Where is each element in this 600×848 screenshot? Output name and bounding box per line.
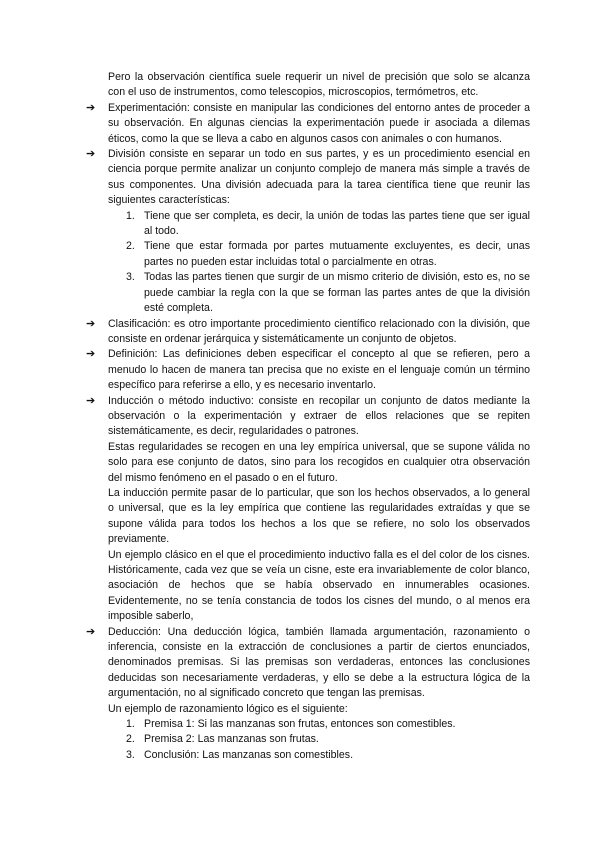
list-number: 1. bbox=[126, 718, 135, 731]
bullet-deduccion bbox=[84, 625, 530, 717]
list-item bbox=[126, 239, 530, 270]
intro-paragraph: Pero la observación científica suele requerir un nivel de precisión que solo se alcanza con el uso de instrumentos, como telescopios, microscopios, termómetros, etc. bbox=[108, 71, 530, 99]
list-item bbox=[126, 732, 530, 747]
list-number: 2. bbox=[126, 240, 135, 253]
arrow-bullet-icon: ➔ bbox=[86, 101, 96, 114]
induccion-paragraph-3: Un ejemplo clásico en el que el procedimiento inductivo falla es el del color de los cisnes. Históricamente, cada vez que se veía un cisne, este era invariablemente de color blanco, asociación de hechos que se había observado en innumerables ocasiones. Evidentemente, no se tenía constancia de todos los cisnes del mundo, o al menos era imposible saberlo, bbox=[108, 548, 530, 623]
bullet-definicion bbox=[84, 347, 530, 393]
induccion-paragraph-1: Estas regularidades se recogen en una ley empírica universal, que se supone válida no solo para ese conjunto de datos, sino para los recogidos en cualquier otra observación del mismo fenómeno en el pasado o en el futuro. bbox=[108, 440, 530, 484]
arrow-bullet-icon: ➔ bbox=[86, 625, 96, 638]
division-text: División consiste en separar un todo en sus partes, y es un procedimiento esencial en ciencia porque permite analizar un conjunto complejo de manera más simple a través de sus componentes. Una división adecuada para la tarea científica tiene que reunir las siguientes características: bbox=[108, 148, 530, 207]
bullet-clasificacion bbox=[84, 317, 530, 348]
list-item bbox=[126, 209, 530, 240]
list-item bbox=[126, 270, 530, 316]
arrow-bullet-icon: ➔ bbox=[86, 148, 96, 161]
list-number: 2. bbox=[126, 733, 135, 746]
list-item-text: Todas las partes tienen que surgir de un mismo criterio de división, esto es, no se puede cambiar la regla con la que se forman las partes antes de que la división esté completa. bbox=[144, 271, 530, 315]
list-item-text: Conclusión: Las manzanas son comestibles. bbox=[144, 748, 354, 761]
deduccion-text: Deducción: Una deducción lógica, también llamada argumentación, razonamiento o inferencia, consiste en la extracción de conclusiones a partir de ciertos enunciados, denominados premisas. Si las premisas son verdaderas, entonces las conclusiones deducidas son necesariamente verdaderas, y ello se debe a la estructura lógica de la argumentación, no al significado concreto que tengan las premisas. bbox=[108, 625, 530, 700]
bullet-division bbox=[84, 147, 530, 209]
arrow-bullet-icon: ➔ bbox=[86, 348, 96, 361]
list-number: 1. bbox=[126, 209, 135, 222]
document-body bbox=[84, 70, 530, 763]
bullet-induccion bbox=[84, 394, 530, 625]
list-item bbox=[126, 748, 530, 763]
induccion-paragraph-2: La inducción permite pasar de lo particular, que son los hechos observados, a lo general o universal, que es la ley empírica que contiene las regularidades extraídas y que se supone válida para todos los hechos a los que se refiere, no solo los observados previamente. bbox=[108, 486, 530, 546]
bullet-experimentacion bbox=[84, 101, 530, 147]
clasificacion-text: Clasificación: es otro importante procedimiento científico relacionado con la división, que consiste en ordenar jerárquica y sistemáticamente un conjunto de objetos. bbox=[108, 317, 530, 345]
experimentacion-text: Experimentación: consiste en manipular las condiciones del entorno antes de proceder a su observación. En algunas ciencias la experimentación puede ir asociada a dilemas éticos, como la que se lleva a cabo en algunos casos con animales o con humanos. bbox=[108, 101, 530, 145]
induccion-text: Inducción o método inductivo: consiste en recopilar un conjunto de datos mediante la observación o la experimentación y extraer de ellos relaciones que se repiten sistemáticamente, es decir, regularidades o patrones. bbox=[108, 394, 530, 438]
list-number: 3. bbox=[126, 271, 135, 284]
division-list bbox=[84, 209, 530, 317]
deduccion-example-intro: Un ejemplo de razonamiento lógico es el siguiente: bbox=[108, 702, 348, 715]
definicion-text: Definición: Las definiciones deben especificar el concepto al que se refieren, pero a menudo lo hacen de manera tan precisa que no existe en el lenguaje común un término específico para referirse a ello, y es necesario inventarlo. bbox=[108, 348, 530, 392]
list-item-text: Tiene que ser completa, es decir, la unión de todas las partes tiene que ser igual al todo. bbox=[144, 209, 530, 238]
deduccion-list bbox=[84, 717, 530, 763]
list-number: 3. bbox=[126, 748, 135, 761]
list-item-text: Premisa 1: Si las manzanas son frutas, entonces son comestibles. bbox=[144, 718, 456, 731]
arrow-bullet-icon: ➔ bbox=[86, 394, 96, 407]
list-item-text: Premisa 2: Las manzanas son frutas. bbox=[144, 733, 319, 746]
list-item-text: Tiene que estar formada por partes mutuamente excluyentes, es decir, unas partes no pueden estar incluidas total o parcialmente en otras. bbox=[144, 240, 530, 268]
list-item bbox=[126, 717, 530, 732]
arrow-bullet-icon: ➔ bbox=[86, 317, 96, 330]
